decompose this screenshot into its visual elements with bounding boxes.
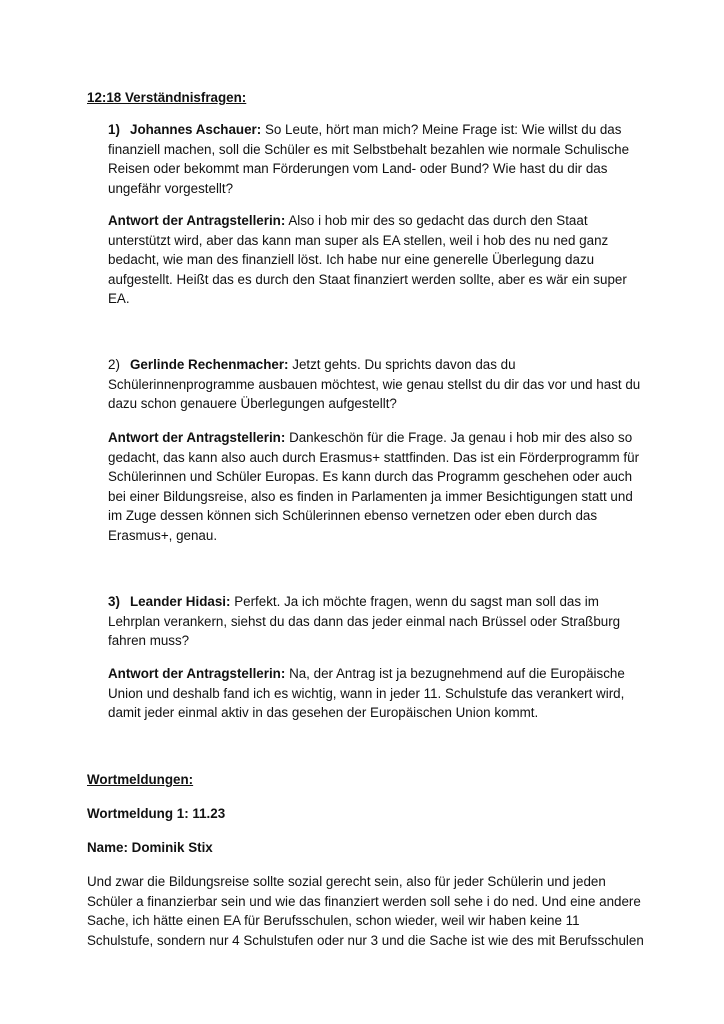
speaker-name: Gerlinde Rechenmacher: xyxy=(130,357,289,372)
answer-label: Antwort der Antragstellerin: xyxy=(108,666,286,681)
wortmeldung-name: Name: Dominik Stix xyxy=(87,840,213,855)
answer-text: Also i hob mir des so gedacht das durch den Staat unterstützt wird, aber das kann man super als EA stellen, weil i hob des nu ned ganz bedacht, wie man des finanziell löst. Ich habe nur eine generelle Überlegung dazu aufgestellt. Heißt das es durch den Staat finanziert werden sollte, aber es wär ein super EA. xyxy=(108,213,627,306)
section-heading-questions: 12:18 Verständnisfragen: xyxy=(87,90,247,105)
question-number: 1) xyxy=(108,122,120,137)
answer-2 xyxy=(108,428,648,545)
answer-label: Antwort der Antragstellerin: xyxy=(108,213,286,228)
speaker-name: Leander Hidasi: xyxy=(130,594,231,609)
question-text: Perfekt. Ja ich möchte fragen, wenn du sagst man soll das im Lehrplan verankern, siehst du das dann das jeder einmal nach Brüssel oder Straßburg fahren muss? xyxy=(108,594,621,648)
answer-label: Antwort der Antragstellerin: xyxy=(108,430,286,445)
wortmeldung-title: Wortmeldung 1: 11.23 xyxy=(87,806,226,821)
question-2 xyxy=(108,355,648,414)
section-heading-wortmeldungen: Wortmeldungen: xyxy=(87,772,194,787)
speaker-name: Johannes Aschauer: xyxy=(130,122,262,137)
question-1 xyxy=(108,120,648,198)
answer-text: Na, der Antrag ist ja bezugnehmend auf die Europäische Union und deshalb fand ich es wichtig, wann in jeder 11. Schulstufe das verankert wird, damit jeder einmal aktiv in das gesehen der Europäischen Union kommt. xyxy=(108,666,625,720)
answer-1 xyxy=(108,211,648,309)
wortmeldung-text: Und zwar die Bildungsreise sollte sozial gerecht sein, also für jeder Schülerin und jeden Schüler a finanzierbar sein und wie das finanziert werden soll sehe i do ned. Und eine andere Sache, ich hätte einen EA für Berufsschulen, schon wieder, weil wir haben keine 11 Schulstufe, sondern nur 4 Schulstufen oder nur 3 und die Sache ist wie des mit Berufsschulen xyxy=(87,874,644,948)
answer-3 xyxy=(108,664,648,723)
answer-text: Dankeschön für die Frage. Ja genau i hob mir des also so gedacht, das kann also auch durch Erasmus+ stattfinden. Das ist ein Förderprogramm für Schülerinnen und Schüler Europas. Es kann durch das Programm geschehen oder auch bei einer Bildungsreise, also es finden in Parlamenten ja immer Besichtigungen statt und im Zuge dessen können sich Schülerinnen ebenso vernetzen oder eben durch das Erasmus+, genau. xyxy=(108,430,640,543)
question-number: 2) xyxy=(108,357,120,372)
question-text: So Leute, hört man mich? Meine Frage ist: Wie willst du das finanziell machen, soll die Schüler es mit Selbstbehalt bezahlen wie normale Schulische Reisen oder bekommt man Förderungen vom Land- oder Bund? Wie hast du dir das ungefähr vorgestellt? xyxy=(108,122,630,196)
question-number: 3) xyxy=(108,594,120,609)
question-text: Jetzt gehts. Du sprichts davon das du Schülerinnenprogramme ausbauen möchtest, wie genau stellst du dir das vor und hast du dazu schon genauere Überlegungen aufgestellt? xyxy=(108,357,641,411)
question-3 xyxy=(108,592,648,651)
